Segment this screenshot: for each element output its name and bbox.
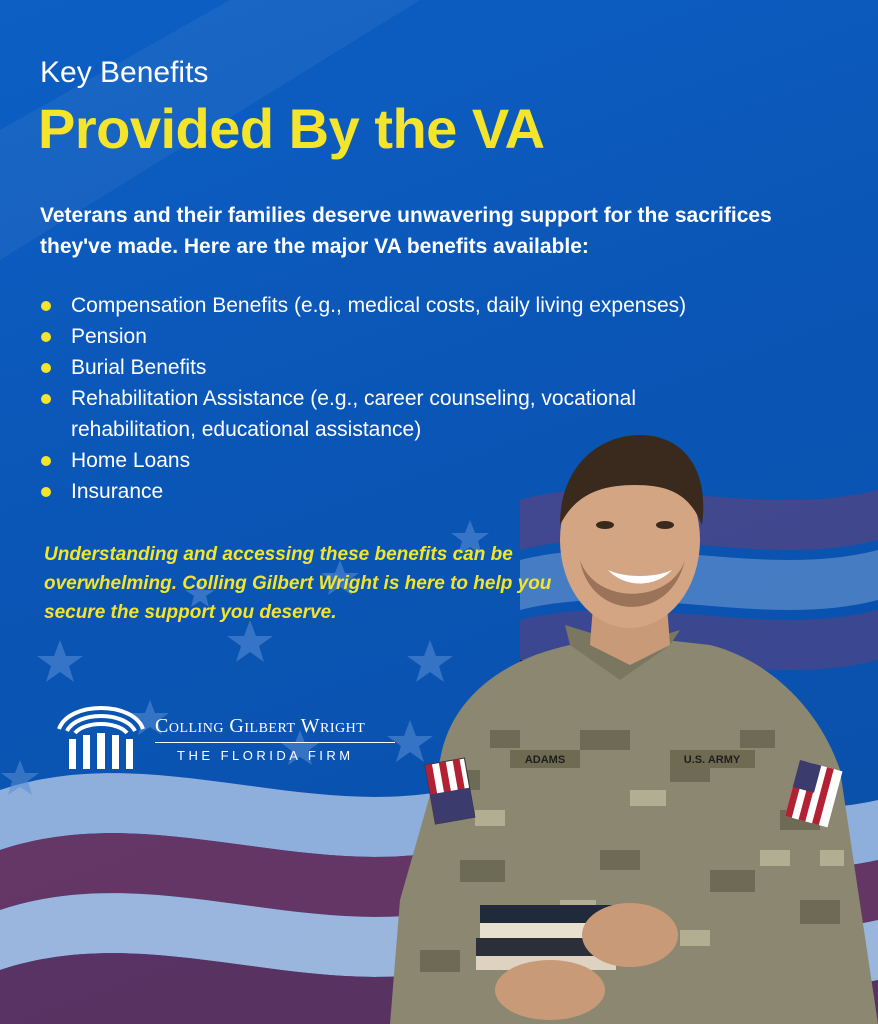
- logo-name: Colling Gilbert Wright: [155, 715, 366, 737]
- bullet-icon: [41, 332, 51, 342]
- bullet-icon: [41, 487, 51, 497]
- list-item: [40, 321, 800, 352]
- bullet-icon: [41, 301, 51, 311]
- arches-columns-icon: [55, 695, 147, 775]
- list-item: [40, 476, 800, 507]
- benefit-label: Insurance: [71, 480, 164, 503]
- list-item: [40, 290, 800, 321]
- bullet-icon: [41, 456, 51, 466]
- bullet-icon: [41, 363, 51, 373]
- list-item: [40, 352, 800, 383]
- logo-tagline: THE FLORIDA FIRM: [177, 748, 354, 763]
- name-tape: ADAMS: [524, 754, 566, 766]
- branch-tape: U.S. ARMY: [683, 754, 741, 766]
- bullet-icon: [41, 394, 51, 404]
- firm-logo: [55, 695, 415, 775]
- benefits-list: [40, 290, 800, 507]
- benefit-label: Compensation Benefits (e.g., medical costs, daily living expenses): [71, 294, 687, 317]
- benefit-label: Burial Benefits: [71, 356, 207, 379]
- benefit-label: Rehabilitation Assistance (e.g., career counseling, vocational rehabilitation, educational assistance): [71, 387, 636, 441]
- intro-paragraph: Veterans and their families deserve unwavering support for the sacrifices they've made. Here are the major VA benefits available:: [40, 204, 772, 258]
- list-item: [40, 445, 800, 476]
- benefit-label: Home Loans: [71, 449, 191, 472]
- list-item: [40, 383, 800, 445]
- page-title: Provided By the VA: [38, 97, 545, 160]
- kicker-heading: Key Benefits: [40, 56, 209, 89]
- callout-note: Understanding and accessing these benefits can be overwhelming. Colling Gilbert Wright is here to help you secure the support you deserve.: [44, 544, 552, 623]
- benefit-label: Pension: [71, 325, 147, 348]
- logo-divider: [155, 742, 395, 743]
